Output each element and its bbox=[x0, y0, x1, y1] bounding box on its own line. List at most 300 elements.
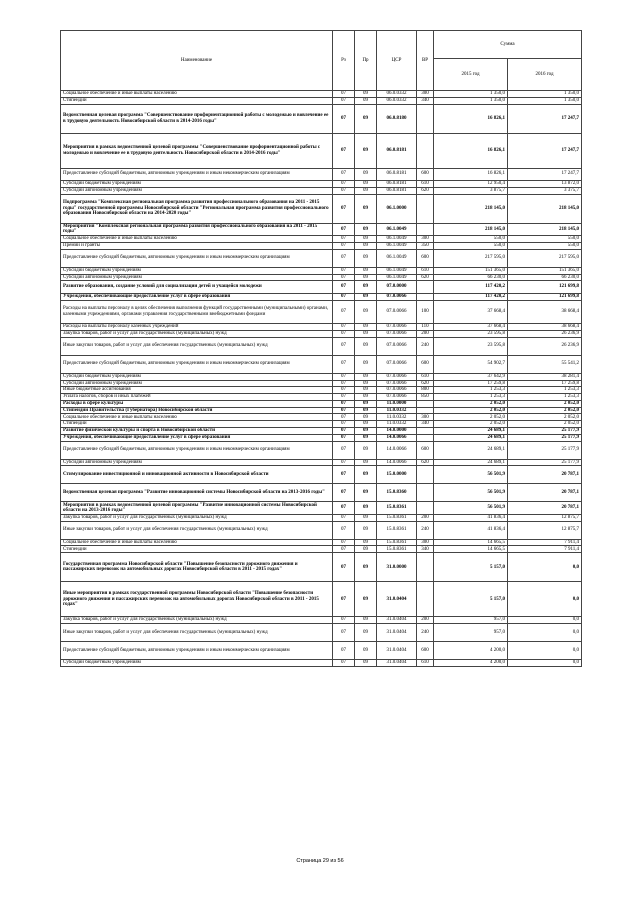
row-name-cell: Закупка товаров, работ и услуг для государственных (муниципальных) нужд bbox=[61, 617, 333, 624]
row-2015-value: 957,0 bbox=[434, 617, 508, 624]
row-rz-cell: 07 bbox=[333, 466, 355, 484]
row-2015-value: 14 665,5 bbox=[434, 546, 508, 553]
row-pr-cell: 09 bbox=[355, 582, 377, 617]
col-header-name: Наименование bbox=[61, 31, 333, 91]
row-csr-cell: 11.0.0332 bbox=[377, 421, 417, 428]
row-2015-value: 4 200,0 bbox=[434, 660, 508, 667]
row-name-cell: Расходы на выплаты персоналу в целях обеспечения выполнения функций государственными (муниципальными) органами, казенными учреждениями, органами управления государственными внебюджетными фондами bbox=[61, 300, 333, 324]
row-2015-value: 16 826,1 bbox=[434, 168, 508, 180]
row-vr-cell: 300 bbox=[417, 91, 434, 98]
row-vr-cell: 300 bbox=[417, 236, 434, 243]
row-rz-cell: 07 bbox=[333, 373, 355, 380]
row-2015-value: 151 365,0 bbox=[434, 267, 508, 274]
row-vr-cell: 800 bbox=[417, 387, 434, 394]
row-csr-cell: 31.0.0404 bbox=[377, 660, 417, 667]
row-2015-value: 3 875,7 bbox=[434, 187, 508, 194]
row-2016-value: 1 350,0 bbox=[508, 91, 582, 98]
row-2016-value: 20 787,1 bbox=[508, 466, 582, 484]
row-rz-cell: 07 bbox=[333, 267, 355, 274]
row-2015-value: 957,0 bbox=[434, 624, 508, 642]
row-csr-cell: 06.0.8180 bbox=[377, 104, 417, 133]
row-rz-cell: 07 bbox=[333, 274, 355, 281]
row-rz-cell: 07 bbox=[333, 223, 355, 235]
row-2015-value: 41 836,4 bbox=[434, 514, 508, 521]
row-name-cell: Иные закупки товаров, работ и услуг для обеспечения государственных (муниципальных) нужд bbox=[61, 337, 333, 355]
table-row bbox=[61, 421, 582, 428]
table-row bbox=[61, 97, 582, 104]
col-header-pr: Пр bbox=[355, 31, 377, 91]
row-2015-value: 1 253,3 bbox=[434, 387, 508, 394]
row-2015-value: 24 689,1 bbox=[434, 459, 508, 466]
table-row bbox=[61, 300, 582, 324]
row-name-cell: Субсидии автономным учреждениям bbox=[61, 274, 333, 281]
col-header-2015: 2015 год bbox=[434, 59, 508, 91]
row-2015-value: 4 200,0 bbox=[434, 642, 508, 660]
row-pr-cell: 09 bbox=[355, 104, 377, 133]
row-csr-cell: 31.0.0404 bbox=[377, 617, 417, 624]
row-rz-cell: 07 bbox=[333, 236, 355, 243]
row-rz-cell: 07 bbox=[333, 242, 355, 249]
row-csr-cell: 31.0.0404 bbox=[377, 624, 417, 642]
row-rz-cell: 07 bbox=[333, 300, 355, 324]
table-row bbox=[61, 223, 582, 235]
row-pr-cell: 09 bbox=[355, 330, 377, 337]
row-csr-cell: 15.0.8361 bbox=[377, 514, 417, 521]
row-pr-cell: 09 bbox=[355, 223, 377, 235]
row-rz-cell: 07 bbox=[333, 546, 355, 553]
row-rz-cell: 07 bbox=[333, 617, 355, 624]
row-pr-cell: 09 bbox=[355, 407, 377, 414]
table-row bbox=[61, 553, 582, 582]
row-csr-cell: 06.1.0000 bbox=[377, 194, 417, 223]
row-vr-cell bbox=[417, 104, 434, 133]
row-vr-cell: 850 bbox=[417, 394, 434, 401]
row-2016-value: 0,0 bbox=[508, 642, 582, 660]
row-name-cell: Подпрограмма "Комплексная региональная программа развития профессионального образования на 2011 - 2015 годы" государственной программы Новосибирской области "Региональная программа развития профессионального образования Новосибирской области на 2014-2020 годы" bbox=[61, 194, 333, 223]
row-2016-value: 0,0 bbox=[508, 660, 582, 667]
row-pr-cell: 09 bbox=[355, 194, 377, 223]
row-vr-cell: 200 bbox=[417, 617, 434, 624]
row-vr-cell bbox=[417, 428, 434, 435]
row-pr-cell: 09 bbox=[355, 521, 377, 539]
row-2015-value: 218 145,0 bbox=[434, 223, 508, 235]
row-pr-cell: 09 bbox=[355, 300, 377, 324]
row-rz-cell: 07 bbox=[333, 187, 355, 194]
row-pr-cell: 09 bbox=[355, 553, 377, 582]
row-2016-value: 7 911,4 bbox=[508, 546, 582, 553]
row-2015-value: 2 052,0 bbox=[434, 400, 508, 407]
row-rz-cell: 07 bbox=[333, 642, 355, 660]
row-csr-cell: 06.0.8181 bbox=[377, 187, 417, 194]
row-name-cell: Предоставление субсидий бюджетным, автономным учреждениям и иным некоммерческим организациям bbox=[61, 441, 333, 459]
row-vr-cell: 620 bbox=[417, 459, 434, 466]
table-row bbox=[61, 337, 582, 355]
row-2016-value: 25 177,9 bbox=[508, 441, 582, 459]
row-name-cell: Стипендии bbox=[61, 421, 333, 428]
row-2016-value: 17 259,8 bbox=[508, 380, 582, 387]
row-2016-value: 2 052,0 bbox=[508, 407, 582, 414]
row-rz-cell: 07 bbox=[333, 330, 355, 337]
row-rz-cell: 07 bbox=[333, 553, 355, 582]
row-2016-value: 1 350,0 bbox=[508, 97, 582, 104]
table-body bbox=[61, 91, 582, 667]
row-vr-cell: 600 bbox=[417, 249, 434, 267]
row-name-cell: Мероприятия "Комплексная региональная программа развития профессионального образования на 2011 - 2015 годы" bbox=[61, 223, 333, 235]
row-2015-value: 550,0 bbox=[434, 236, 508, 243]
row-name-cell: Уплата налогов, сборов и иных платежей bbox=[61, 394, 333, 401]
row-vr-cell: 600 bbox=[417, 355, 434, 373]
row-name-cell: Развитие физической культуры и спорта в Новосибирской области bbox=[61, 428, 333, 435]
row-2015-value: 5 157,0 bbox=[434, 553, 508, 582]
row-2015-value: 56 501,9 bbox=[434, 502, 508, 514]
row-2015-value: 1 350,0 bbox=[434, 97, 508, 104]
row-2015-value: 37 668,4 bbox=[434, 300, 508, 324]
row-pr-cell: 09 bbox=[355, 187, 377, 194]
row-rz-cell: 07 bbox=[333, 337, 355, 355]
table-row bbox=[61, 660, 582, 667]
row-vr-cell bbox=[417, 407, 434, 414]
row-vr-cell: 300 bbox=[417, 414, 434, 421]
row-rz-cell: 07 bbox=[333, 414, 355, 421]
row-2016-value: 550,0 bbox=[508, 236, 582, 243]
row-pr-cell: 09 bbox=[355, 274, 377, 281]
row-2016-value: 151 365,0 bbox=[508, 267, 582, 274]
row-2016-value: 20 787,1 bbox=[508, 484, 582, 502]
row-2016-value: 3 375,7 bbox=[508, 187, 582, 194]
row-csr-cell: 07.0.0066 bbox=[377, 380, 417, 387]
row-rz-cell: 07 bbox=[333, 428, 355, 435]
row-rz-cell: 07 bbox=[333, 434, 355, 441]
row-csr-cell: 31.0.0000 bbox=[377, 553, 417, 582]
row-csr-cell: 15.0.8361 bbox=[377, 521, 417, 539]
row-2015-value: 2 052,0 bbox=[434, 421, 508, 428]
row-name-cell: Стипендии bbox=[61, 546, 333, 553]
row-2015-value: 23 595,8 bbox=[434, 337, 508, 355]
row-csr-cell: 06.0.8181 bbox=[377, 180, 417, 187]
row-pr-cell: 09 bbox=[355, 97, 377, 104]
table-row bbox=[61, 617, 582, 624]
col-header-vr: ВР bbox=[417, 31, 434, 91]
col-header-rz: Рз bbox=[333, 31, 355, 91]
row-name-cell: Субсидии автономным учреждениям bbox=[61, 187, 333, 194]
budget-page bbox=[60, 30, 581, 667]
row-csr-cell: 06.0.8181 bbox=[377, 168, 417, 180]
row-vr-cell bbox=[417, 281, 434, 293]
row-pr-cell: 09 bbox=[355, 546, 377, 553]
row-vr-cell: 340 bbox=[417, 421, 434, 428]
row-2016-value: 26 236,9 bbox=[508, 330, 582, 337]
row-pr-cell: 09 bbox=[355, 387, 377, 394]
row-name-cell: Социальное обеспечение и иные выплаты населению bbox=[61, 236, 333, 243]
row-name-cell: Социальное обеспечение и иные выплаты населению bbox=[61, 414, 333, 421]
row-vr-cell: 620 bbox=[417, 274, 434, 281]
row-csr-cell: 14.0.0000 bbox=[377, 428, 417, 435]
row-2016-value: 2 052,0 bbox=[508, 414, 582, 421]
row-vr-cell bbox=[417, 466, 434, 484]
table-row bbox=[61, 428, 582, 435]
row-pr-cell: 09 bbox=[355, 380, 377, 387]
row-2015-value: 24 689,1 bbox=[434, 441, 508, 459]
row-name-cell: Государственная программа Новосибирской области "Повышение безопасности дорожного движения и пассажирских перевозок на автомобильных дорогах Новосибирской области в 2011 - 2015 годах" bbox=[61, 553, 333, 582]
row-rz-cell: 07 bbox=[333, 394, 355, 401]
row-2015-value: 56 501,9 bbox=[434, 466, 508, 484]
row-pr-cell: 09 bbox=[355, 394, 377, 401]
row-2016-value: 2 052,0 bbox=[508, 400, 582, 407]
row-2016-value: 1 253,3 bbox=[508, 387, 582, 394]
row-2016-value: 17 247,7 bbox=[508, 104, 582, 133]
row-pr-cell: 09 bbox=[355, 539, 377, 546]
row-2016-value: 20 787,1 bbox=[508, 502, 582, 514]
table-row bbox=[61, 582, 582, 617]
row-name-cell: Иные бюджетные ассигнования bbox=[61, 387, 333, 394]
row-vr-cell: 620 bbox=[417, 187, 434, 194]
row-vr-cell: 300 bbox=[417, 539, 434, 546]
row-pr-cell: 09 bbox=[355, 133, 377, 168]
row-2015-value: 12 950,4 bbox=[434, 180, 508, 187]
row-name-cell: Предоставление субсидий бюджетным, автономным учреждениям и иным некоммерческим организациям bbox=[61, 355, 333, 373]
row-vr-cell: 200 bbox=[417, 330, 434, 337]
row-pr-cell: 09 bbox=[355, 502, 377, 514]
row-rz-cell: 07 bbox=[333, 400, 355, 407]
row-csr-cell: 07.0.0066 bbox=[377, 300, 417, 324]
row-vr-cell: 340 bbox=[417, 97, 434, 104]
row-2015-value: 56 501,9 bbox=[434, 484, 508, 502]
row-csr-cell: 15.0.8361 bbox=[377, 502, 417, 514]
row-vr-cell: 340 bbox=[417, 546, 434, 553]
row-name-cell: Расходы на выплаты персоналу казенных учреждений bbox=[61, 324, 333, 331]
row-pr-cell: 09 bbox=[355, 293, 377, 300]
row-pr-cell: 09 bbox=[355, 466, 377, 484]
row-vr-cell bbox=[417, 223, 434, 235]
table-row bbox=[61, 407, 582, 414]
row-2015-value: 54 902,7 bbox=[434, 355, 508, 373]
row-vr-cell: 610 bbox=[417, 660, 434, 667]
row-2015-value: 24 689,1 bbox=[434, 434, 508, 441]
row-rz-cell: 07 bbox=[333, 104, 355, 133]
row-pr-cell: 09 bbox=[355, 355, 377, 373]
row-name-cell: Ведомственная целевая программа "Совершенствование профориентационной работы с молодежью и вовлечение ее в трудовую деятельность Новосибирской области в 2014-2016 годы" bbox=[61, 104, 333, 133]
row-rz-cell: 07 bbox=[333, 539, 355, 546]
table-row bbox=[61, 514, 582, 521]
row-2016-value: 13 872,0 bbox=[508, 180, 582, 187]
row-vr-cell bbox=[417, 502, 434, 514]
row-vr-cell: 610 bbox=[417, 267, 434, 274]
row-2016-value: 25 177,9 bbox=[508, 459, 582, 466]
row-pr-cell: 09 bbox=[355, 642, 377, 660]
row-2016-value: 0,0 bbox=[508, 553, 582, 582]
row-csr-cell: 06.0.0332 bbox=[377, 91, 417, 98]
row-rz-cell: 07 bbox=[333, 624, 355, 642]
row-csr-cell: 15.0.8361 bbox=[377, 539, 417, 546]
row-rz-cell: 07 bbox=[333, 502, 355, 514]
row-csr-cell: 11.0.0332 bbox=[377, 414, 417, 421]
row-rz-cell: 07 bbox=[333, 194, 355, 223]
row-name-cell: Учреждения, обеспечивающие предоставление услуг в сфере образования bbox=[61, 434, 333, 441]
table-row bbox=[61, 380, 582, 387]
table-row bbox=[61, 104, 582, 133]
table-row bbox=[61, 91, 582, 98]
row-2016-value: 25 177,9 bbox=[508, 434, 582, 441]
row-csr-cell: 06.1.0049 bbox=[377, 267, 417, 274]
row-vr-cell bbox=[417, 194, 434, 223]
table-row bbox=[61, 180, 582, 187]
row-2015-value: 117 420,2 bbox=[434, 281, 508, 293]
row-name-cell: Ведомственная целевая программа "Развитие инновационной системы Новосибирской области на 2013-2016 годы" bbox=[61, 484, 333, 502]
row-pr-cell: 09 bbox=[355, 434, 377, 441]
row-2015-value: 218 145,0 bbox=[434, 194, 508, 223]
row-name-cell: Стипендии bbox=[61, 97, 333, 104]
row-2016-value: 26 236,9 bbox=[508, 337, 582, 355]
row-csr-cell: 07.0.0066 bbox=[377, 293, 417, 300]
row-name-cell: Иные закупки товаров, работ и услуг для обеспечения государственных (муниципальных) нужд bbox=[61, 624, 333, 642]
row-name-cell: Закупка товаров, работ и услуг для государственных (муниципальных) нужд bbox=[61, 514, 333, 521]
row-name-cell: Субсидии автономным учреждениям bbox=[61, 380, 333, 387]
row-name-cell: Социальное обеспечение и иные выплаты населению bbox=[61, 539, 333, 546]
row-csr-cell: 07.0.0066 bbox=[377, 373, 417, 380]
budget-table bbox=[60, 30, 582, 667]
row-name-cell: Субсидии бюджетным учреждениям bbox=[61, 373, 333, 380]
row-2016-value: 12 875,7 bbox=[508, 521, 582, 539]
row-vr-cell: 600 bbox=[417, 168, 434, 180]
row-2015-value: 2 052,0 bbox=[434, 414, 508, 421]
table-row bbox=[61, 441, 582, 459]
row-rz-cell: 07 bbox=[333, 180, 355, 187]
row-csr-cell: 06.0.0332 bbox=[377, 97, 417, 104]
table-row bbox=[61, 394, 582, 401]
row-rz-cell: 07 bbox=[333, 459, 355, 466]
row-csr-cell: 11.0.0000 bbox=[377, 400, 417, 407]
row-vr-cell bbox=[417, 484, 434, 502]
row-pr-cell: 09 bbox=[355, 236, 377, 243]
row-pr-cell: 09 bbox=[355, 267, 377, 274]
row-vr-cell: 240 bbox=[417, 521, 434, 539]
row-vr-cell: 610 bbox=[417, 180, 434, 187]
col-header-sum: Сумма bbox=[434, 31, 582, 59]
row-2016-value: 0,0 bbox=[508, 617, 582, 624]
row-name-cell: Субсидии бюджетным учреждениям bbox=[61, 267, 333, 274]
row-pr-cell: 09 bbox=[355, 168, 377, 180]
row-2016-value: 55 541,2 bbox=[508, 355, 582, 373]
table-row bbox=[61, 400, 582, 407]
row-2015-value: 24 689,1 bbox=[434, 428, 508, 435]
row-rz-cell: 07 bbox=[333, 407, 355, 414]
table-row bbox=[61, 274, 582, 281]
row-2016-value: 0,0 bbox=[508, 582, 582, 617]
row-2015-value: 16 826,1 bbox=[434, 133, 508, 168]
row-csr-cell: 07.0.0066 bbox=[377, 337, 417, 355]
row-name-cell: Предоставление субсидий бюджетным, автономным учреждениям и иным некоммерческим организациям bbox=[61, 249, 333, 267]
row-csr-cell: 07.0.0066 bbox=[377, 324, 417, 331]
table-row bbox=[61, 539, 582, 546]
row-vr-cell bbox=[417, 133, 434, 168]
table-row bbox=[61, 324, 582, 331]
row-pr-cell: 09 bbox=[355, 337, 377, 355]
row-2016-value: 66 230,0 bbox=[508, 274, 582, 281]
row-2016-value: 17 247,7 bbox=[508, 168, 582, 180]
table-row bbox=[61, 236, 582, 243]
row-2015-value: 217 595,0 bbox=[434, 249, 508, 267]
row-vr-cell: 110 bbox=[417, 324, 434, 331]
row-csr-cell: 07.0.0000 bbox=[377, 281, 417, 293]
row-2016-value: 38 281,4 bbox=[508, 373, 582, 380]
row-name-cell: Иные мероприятия в рамках государственной программы Новосибирской области "Повышение безопасности дорожного движения и пассажирских перевозок на автомобильных дорогах Новосибирской области в 2011 - 2015 годах" bbox=[61, 582, 333, 617]
row-vr-cell: 620 bbox=[417, 380, 434, 387]
table-row bbox=[61, 267, 582, 274]
row-2015-value: 550,0 bbox=[434, 242, 508, 249]
table-row bbox=[61, 466, 582, 484]
row-2016-value: 38 668,4 bbox=[508, 324, 582, 331]
row-2016-value: 17 247,7 bbox=[508, 133, 582, 168]
row-vr-cell: 200 bbox=[417, 514, 434, 521]
row-rz-cell: 07 bbox=[333, 380, 355, 387]
row-vr-cell: 350 bbox=[417, 242, 434, 249]
row-rz-cell: 07 bbox=[333, 133, 355, 168]
row-name-cell: Иные закупки товаров, работ и услуг для обеспечения государственных (муниципальных) нужд bbox=[61, 521, 333, 539]
row-rz-cell: 07 bbox=[333, 91, 355, 98]
row-pr-cell: 09 bbox=[355, 373, 377, 380]
row-2016-value: 0,0 bbox=[508, 624, 582, 642]
row-csr-cell: 15.0.8361 bbox=[377, 546, 417, 553]
row-vr-cell bbox=[417, 400, 434, 407]
row-csr-cell: 06.1.0049 bbox=[377, 274, 417, 281]
row-vr-cell bbox=[417, 553, 434, 582]
row-pr-cell: 09 bbox=[355, 617, 377, 624]
row-pr-cell: 09 bbox=[355, 324, 377, 331]
row-pr-cell: 09 bbox=[355, 421, 377, 428]
table-row bbox=[61, 281, 582, 293]
row-csr-cell: 06.1.0049 bbox=[377, 242, 417, 249]
row-vr-cell bbox=[417, 434, 434, 441]
row-2015-value: 37 642,9 bbox=[434, 373, 508, 380]
row-2016-value: 2 052,0 bbox=[508, 421, 582, 428]
row-name-cell: Предоставление субсидий бюджетным, автономным учреждениям и иным некоммерческим организациям bbox=[61, 168, 333, 180]
row-pr-cell: 09 bbox=[355, 514, 377, 521]
row-rz-cell: 07 bbox=[333, 582, 355, 617]
row-rz-cell: 07 bbox=[333, 421, 355, 428]
row-vr-cell: 600 bbox=[417, 642, 434, 660]
row-pr-cell: 09 bbox=[355, 660, 377, 667]
row-name-cell: Учреждения, обеспечивающие предоставление услуг в сфере образования bbox=[61, 293, 333, 300]
row-2015-value: 5 157,0 bbox=[434, 582, 508, 617]
row-rz-cell: 07 bbox=[333, 168, 355, 180]
row-2016-value: 12 875,7 bbox=[508, 514, 582, 521]
row-2015-value: 23 595,8 bbox=[434, 330, 508, 337]
row-csr-cell: 14.0.0066 bbox=[377, 459, 417, 466]
row-name-cell: Субсидии бюджетным учреждениям bbox=[61, 660, 333, 667]
row-name-cell: Расходы в сфере культуры bbox=[61, 400, 333, 407]
table-row bbox=[61, 187, 582, 194]
row-2016-value: 121 699,8 bbox=[508, 293, 582, 300]
row-2015-value: 37 668,4 bbox=[434, 324, 508, 331]
table-row bbox=[61, 373, 582, 380]
table-row bbox=[61, 249, 582, 267]
row-2016-value: 25 177,9 bbox=[508, 428, 582, 435]
row-pr-cell: 09 bbox=[355, 414, 377, 421]
row-csr-cell: 06.1.0049 bbox=[377, 236, 417, 243]
row-2015-value: 117 420,2 bbox=[434, 293, 508, 300]
row-csr-cell: 07.0.0066 bbox=[377, 330, 417, 337]
row-pr-cell: 09 bbox=[355, 180, 377, 187]
row-name-cell: Предоставление субсидий бюджетным, автономным учреждениям и иным некоммерческим организациям bbox=[61, 642, 333, 660]
row-rz-cell: 07 bbox=[333, 249, 355, 267]
row-rz-cell: 07 bbox=[333, 293, 355, 300]
row-rz-cell: 07 bbox=[333, 387, 355, 394]
row-pr-cell: 09 bbox=[355, 91, 377, 98]
row-pr-cell: 09 bbox=[355, 242, 377, 249]
table-row bbox=[61, 242, 582, 249]
row-rz-cell: 07 bbox=[333, 484, 355, 502]
row-2016-value: 121 699,8 bbox=[508, 281, 582, 293]
